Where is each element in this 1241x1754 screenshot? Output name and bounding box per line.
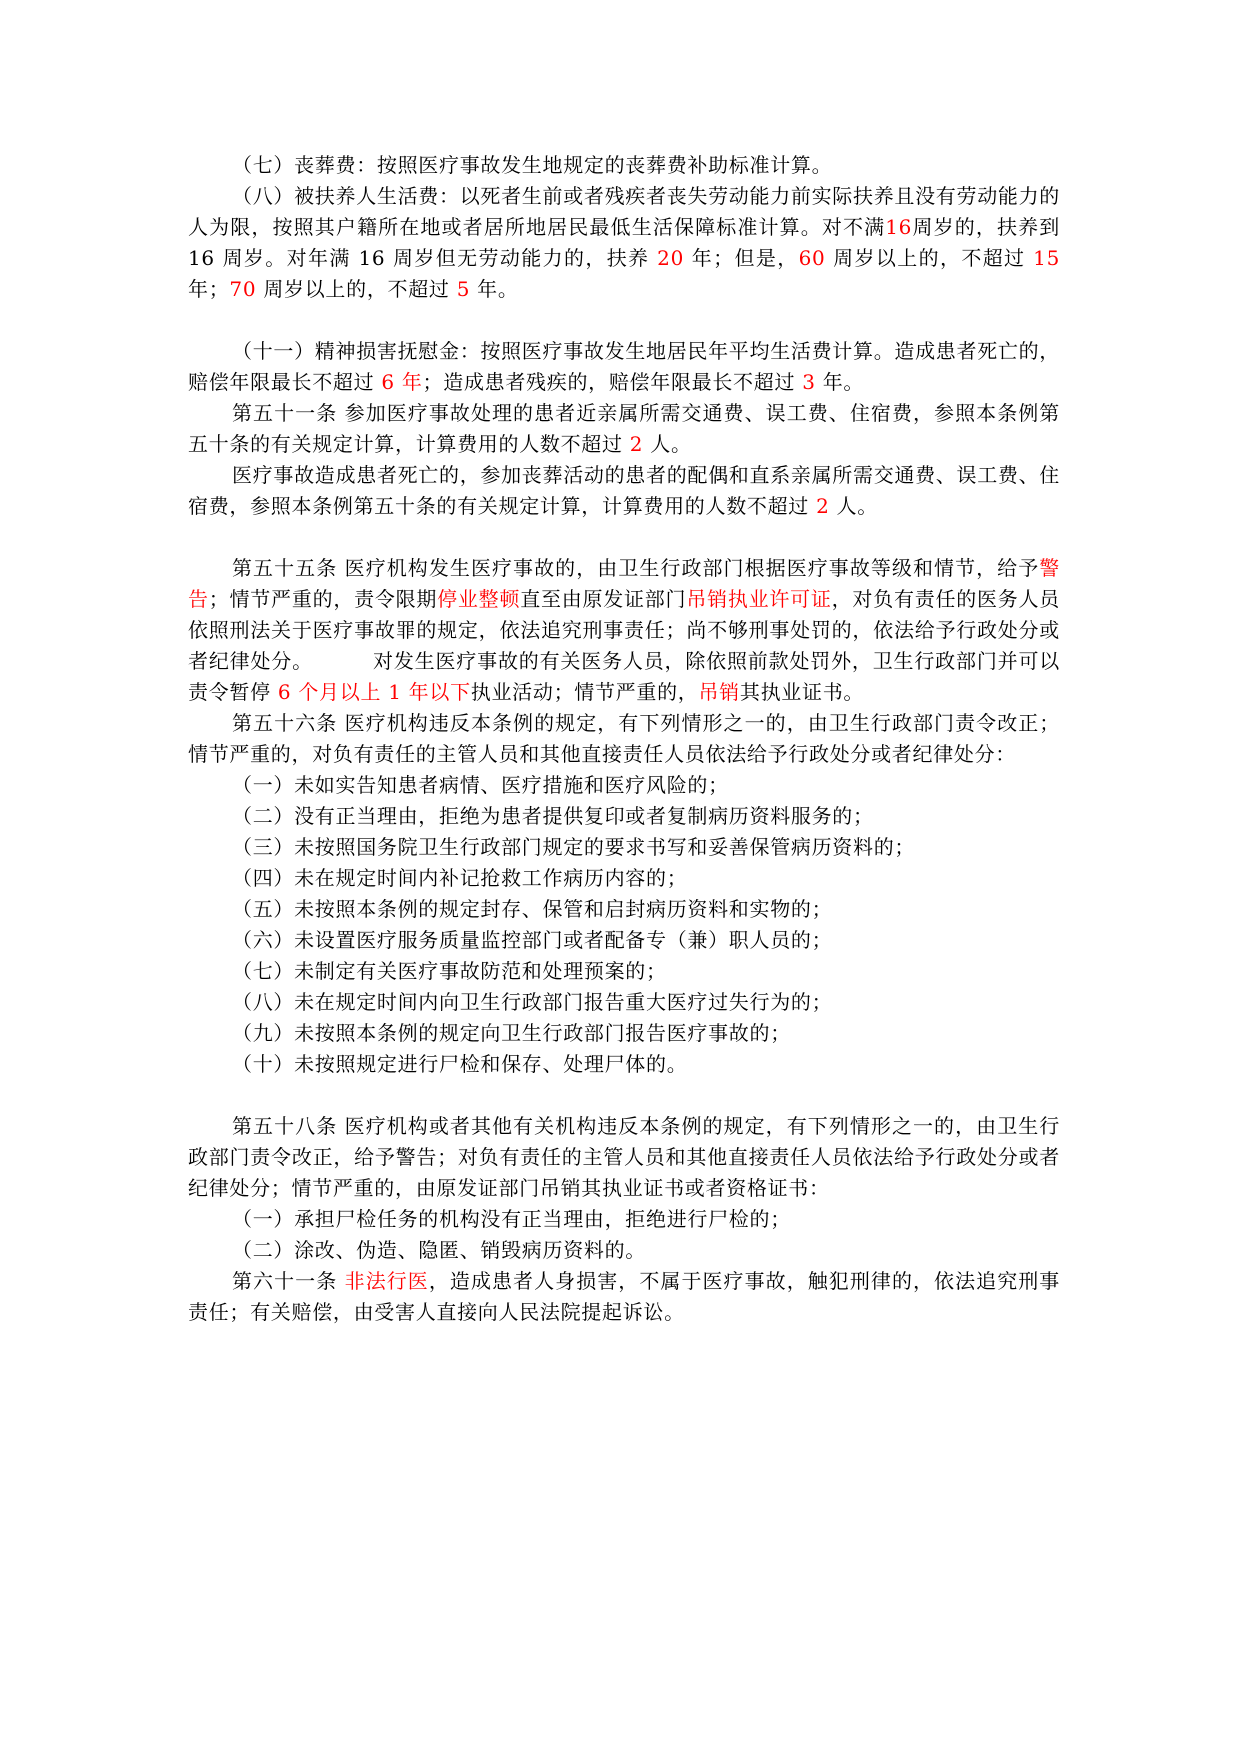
text-run: 医疗事故造成患者死亡的，参加丧葬活动的患者的配偶和直系亲属所需交通费、误工费、住宿费，参照本条例第五十条的有关规定计算，计算费用的人数不超过 <box>188 463 1060 518</box>
text-run: （五）未按照本条例的规定封存、保管和启封病历资料和实物的； <box>232 897 833 921</box>
text-run: 年。 <box>470 277 519 301</box>
list-item <box>188 1235 1060 1266</box>
highlighted-text: 警告 <box>188 556 1060 611</box>
text-run: （二）没有正当理由，拒绝为患者提供复印或者复制病历资料服务的； <box>232 804 874 828</box>
list-item <box>188 894 1060 925</box>
text-run: （一）未如实告知患者病情、医疗措施和医疗风险的； <box>232 773 729 797</box>
text-run: ；造成患者残疾的，赔偿年限最长不超过 <box>422 370 803 394</box>
text-run: （七）丧葬费：按照医疗事故发生地规定的丧葬费补助标准计算。 <box>232 153 833 177</box>
highlighted-text: 5 <box>456 277 471 301</box>
text-run: 第五十八条 医疗机构或者其他有关机构违反本条例的规定，有下列情形之一的，由卫生行政部门责令改正，给予警告；对负有责任的主管人员和其他直接责任人员依法给予行政处分或者纪律处分；情节严重的，由原发证部门吊销其执业证书或者资格证书： <box>188 1114 1060 1200</box>
text-run: （八）被扶养人生活费：以死者生前或者残疾者丧失劳动能力前实际扶养且没有劳动能力的人为限，按照其户籍所在地或者居所地居民最低生活保障标准计算。对不满 <box>188 184 1060 239</box>
highlighted-text: 60 <box>798 246 826 270</box>
paragraph-article-58 <box>188 1111 1060 1204</box>
text-run: （四）未在规定时间内补记抢救工作病历内容的； <box>232 866 688 890</box>
highlighted-text: 停业整顿 <box>437 587 521 611</box>
list-item <box>188 832 1060 863</box>
paragraph-gap <box>188 1080 1060 1111</box>
list-item <box>188 801 1060 832</box>
text-run: 第五十五条 医疗机构发生医疗事故的，由卫生行政部门根据医疗事故等级和情节，给予 <box>232 556 1040 580</box>
list-item <box>188 1018 1060 1049</box>
highlighted-text: 70 <box>229 277 257 301</box>
text-run: 周岁的，扶养到 16 周岁。对年满 16 周岁但无劳动能力的，扶养 <box>188 215 1060 270</box>
text-run: （八）未在规定时间内向卫生行政部门报告重大医疗过失行为的； <box>232 990 833 1014</box>
highlighted-text: 6 个月以上 1 年以下 <box>277 680 471 704</box>
text-run: （十）未按照规定进行尸检和保存、处理尸体的。 <box>232 1052 688 1076</box>
highlighted-text: 2 <box>629 432 644 456</box>
text-run: 年。 <box>815 370 865 394</box>
text-run: 直至由原发证部门 <box>520 587 687 611</box>
highlighted-text: 16 <box>885 215 913 239</box>
highlighted-text: 3 <box>802 370 816 394</box>
text-run: 第六十一条 <box>232 1269 345 1293</box>
text-run: 执业活动；情节严重的， <box>470 680 699 704</box>
text-run: ，对负有责任的医务人员依照刑法关于医疗事故罪的规定，依法追究刑事责任；尚不够刑事处罚的，依法给予行政处分或者纪律处分。 <box>188 587 1060 673</box>
highlighted-text: 6 年 <box>381 370 423 394</box>
text-run: 第五十一条 参加医疗事故处理的患者近亲属所需交通费、误工费、住宿费，参照本条例第五十条的有关规定计算，计算费用的人数不超过 <box>188 401 1060 456</box>
text-run: （三）未按照国务院卫生行政部门规定的要求书写和妥善保管病历资料的； <box>232 835 916 859</box>
list-item <box>188 987 1060 1018</box>
text-run: ，造成患者人身损害，不属于医疗事故，触犯刑律的，依法追究刑事责任；有关赔偿，由受害人直接向人民法院提起诉讼。 <box>188 1269 1060 1324</box>
text-run: （七）未制定有关医疗事故防范和处理预案的； <box>232 959 667 983</box>
paragraph-funeral-expense <box>188 150 1060 181</box>
text-run: 人。 <box>643 432 692 456</box>
text-run: （二）涂改、伪造、隐匿、销毁病历资料的。 <box>232 1238 646 1262</box>
paragraph-gap <box>188 522 1060 553</box>
text-run: 第五十六条 医疗机构违反本条例的规定，有下列情形之一的，由卫生行政部门责令改正；情节严重的，对负有责任的主管人员和其他直接责任人员依法给予行政处分或者纪律处分： <box>188 711 1060 766</box>
paragraph-article-56 <box>188 708 1060 770</box>
paragraph-gap <box>188 305 1060 336</box>
highlighted-text: 非法行医 <box>344 1269 429 1293</box>
paragraph-funeral-attendees <box>188 460 1060 522</box>
text-run: 年； <box>188 277 230 301</box>
paragraph-article-55 <box>188 553 1060 708</box>
list-item <box>188 956 1060 987</box>
list-item <box>188 1204 1060 1235</box>
paragraph-article-61 <box>188 1266 1060 1328</box>
text-run: ；情节严重的，责令限期 <box>208 587 438 611</box>
text-run: 周岁以上的，不超过 <box>825 246 1034 270</box>
highlighted-text: 15 <box>1033 246 1061 270</box>
text-run: 对发生医疗事故的有关医务人员，除依照前款处罚外，卫生行政部门并可以责令暂停 <box>188 649 1060 704</box>
text-run: （十一）精神损害抚慰金：按照医疗事故发生地居民年平均生活费计算。造成患者死亡的，赔偿年限最长不超过 <box>188 339 1060 394</box>
list-item <box>188 1049 1060 1080</box>
text-run: 其执业证书。 <box>739 680 865 704</box>
highlighted-text: 2 <box>816 494 830 518</box>
paragraph-article-51 <box>188 398 1060 460</box>
text-run: 周岁以上的，不超过 <box>256 277 457 301</box>
paragraph-mental-damage-compensation <box>188 336 1060 398</box>
text-run: （九）未按照本条例的规定向卫生行政部门报告医疗事故的； <box>232 1021 791 1045</box>
highlighted-text: 20 <box>657 246 685 270</box>
list-item <box>188 770 1060 801</box>
text-run: （一）承担尸检任务的机构没有正当理由，拒绝进行尸检的； <box>232 1207 791 1231</box>
list-item <box>188 863 1060 894</box>
highlighted-text: 吊销 <box>698 680 740 704</box>
highlighted-text: 吊销执业许可证 <box>686 587 832 611</box>
paragraph-dependent-living-expense <box>188 181 1060 305</box>
text-run: 人。 <box>829 494 878 518</box>
text-run: 年；但是， <box>684 246 799 270</box>
list-item <box>188 925 1060 956</box>
document-body <box>188 150 1060 1328</box>
text-run: （六）未设置医疗服务质量监控部门或者配备专（兼）职人员的； <box>232 928 833 952</box>
